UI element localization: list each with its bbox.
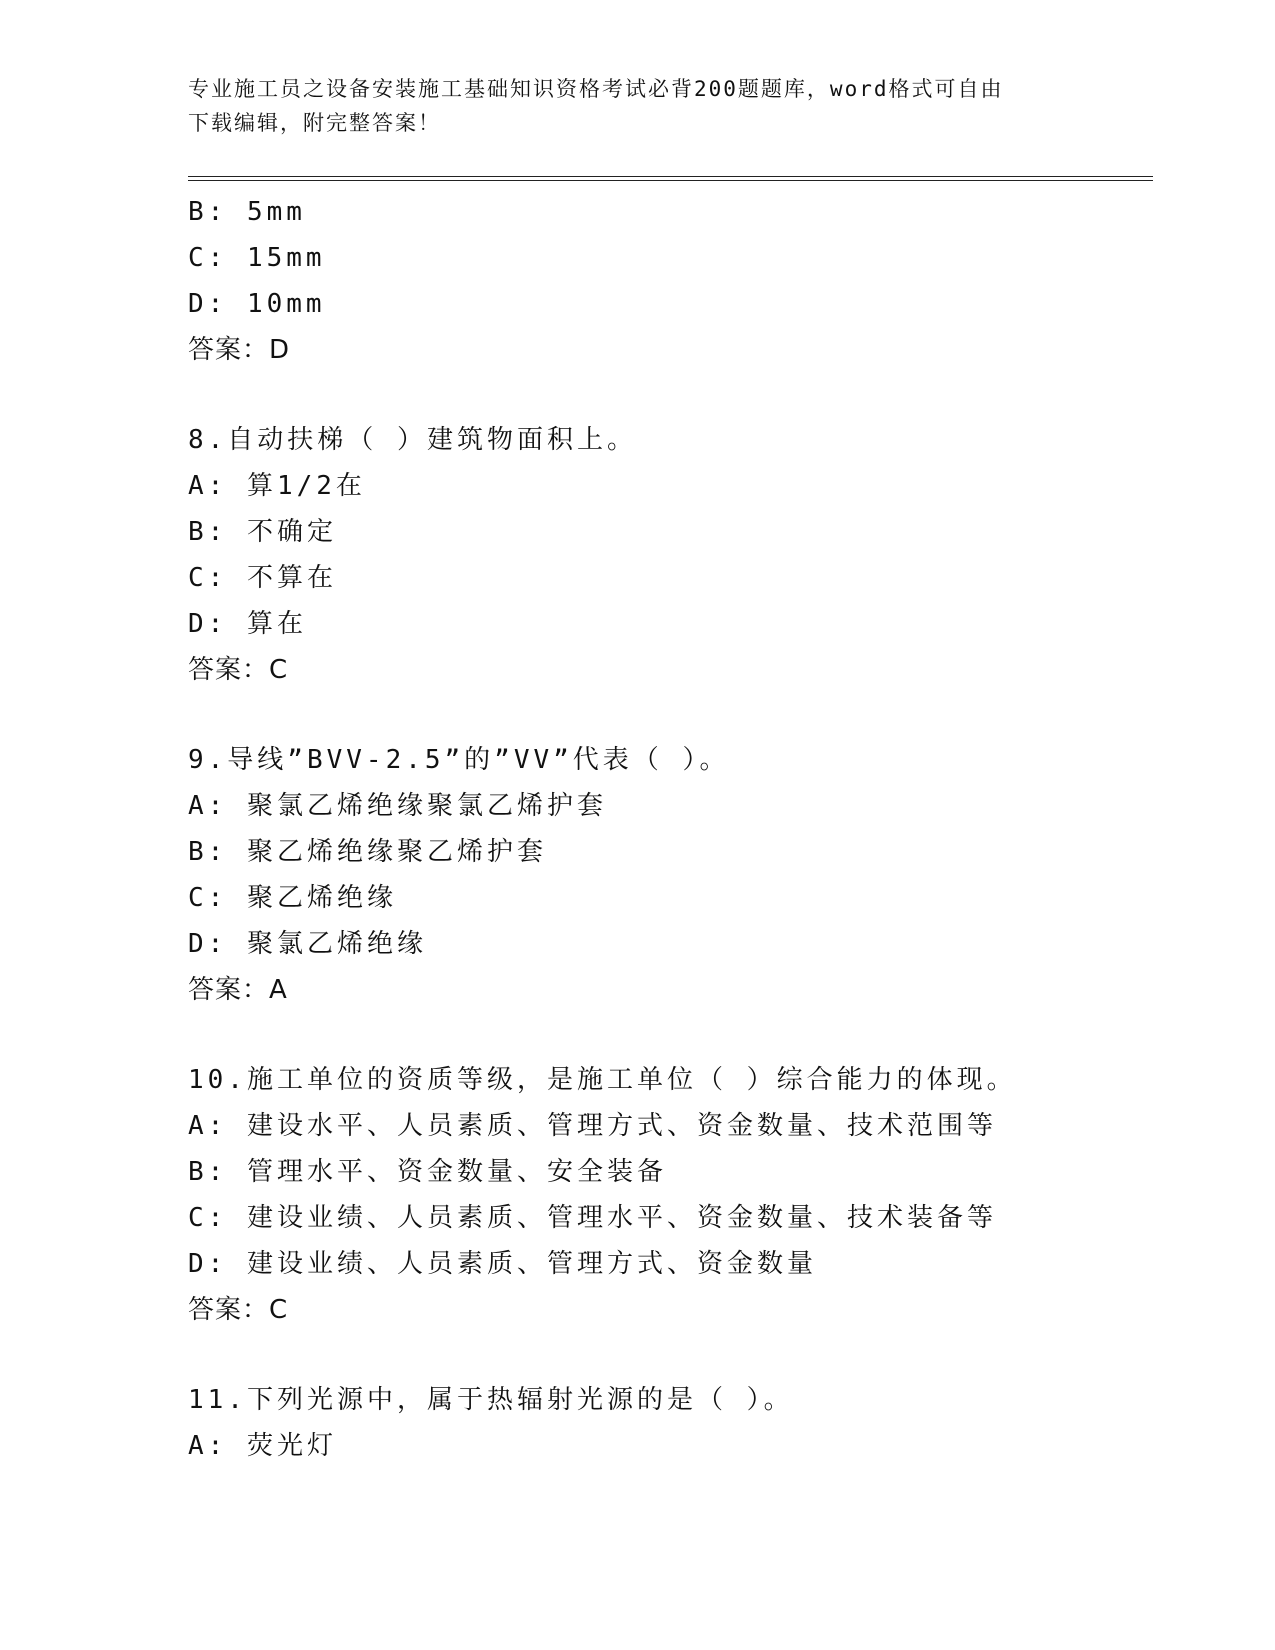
option-c: C: 不算在 (188, 563, 337, 593)
question-block-8 (188, 417, 1148, 693)
question-text: 11.下列光源中，属于热辐射光源的是（ ）。 (188, 1385, 794, 1415)
option-a: A: 建设水平、人员素质、管理方式、资金数量、技术范围等 (188, 1111, 997, 1141)
option-c: C: 聚乙烯绝缘 (188, 883, 397, 913)
answer-line: 答案：C (188, 1295, 289, 1325)
question-block-10 (188, 1057, 1148, 1333)
option-a: A: 荧光灯 (188, 1431, 337, 1461)
option-d: D: 聚氯乙烯绝缘 (188, 929, 427, 959)
question-list (188, 189, 1148, 1469)
option-a: A: 聚氯乙烯绝缘聚氯乙烯护套 (188, 791, 607, 821)
header-line-1: 专业施工员之设备安装施工基础知识资格考试必背200题题库，word格式可自由 (188, 77, 1004, 101)
question-text: 9.导线”BVV-2.5”的”VV”代表（ ）。 (188, 745, 730, 775)
answer-line: 答案：C (188, 655, 289, 685)
option-b: B: 5mm (188, 197, 306, 227)
header-divider-bottom (188, 180, 1153, 181)
question-block-7 (188, 189, 1148, 373)
header-line-2: 下载编辑，附完整答案！ (188, 111, 441, 135)
question-block-11 (188, 1377, 1148, 1469)
option-d: D: 算在 (188, 609, 307, 639)
option-b: B: 管理水平、资金数量、安全装备 (188, 1157, 667, 1187)
option-d: D: 10mm (188, 289, 326, 319)
document-header (188, 72, 1088, 140)
answer-line: 答案：D (188, 335, 291, 365)
answer-line: 答案：A (188, 975, 288, 1005)
question-text: 10.施工单位的资质等级，是施工单位（ ）综合能力的体现。 (188, 1065, 1017, 1095)
option-b: B: 不确定 (188, 517, 337, 547)
header-divider-top (188, 176, 1153, 177)
option-b: B: 聚乙烯绝缘聚乙烯护套 (188, 837, 547, 867)
question-text: 8.自动扶梯（ ）建筑物面积上。 (188, 425, 637, 455)
option-c: C: 建设业绩、人员素质、管理水平、资金数量、技术装备等 (188, 1203, 997, 1233)
option-a: A: 算1/2在 (188, 471, 366, 501)
option-d: D: 建设业绩、人员素质、管理方式、资金数量 (188, 1249, 817, 1279)
option-c: C: 15mm (188, 243, 326, 273)
question-block-9 (188, 737, 1148, 1013)
